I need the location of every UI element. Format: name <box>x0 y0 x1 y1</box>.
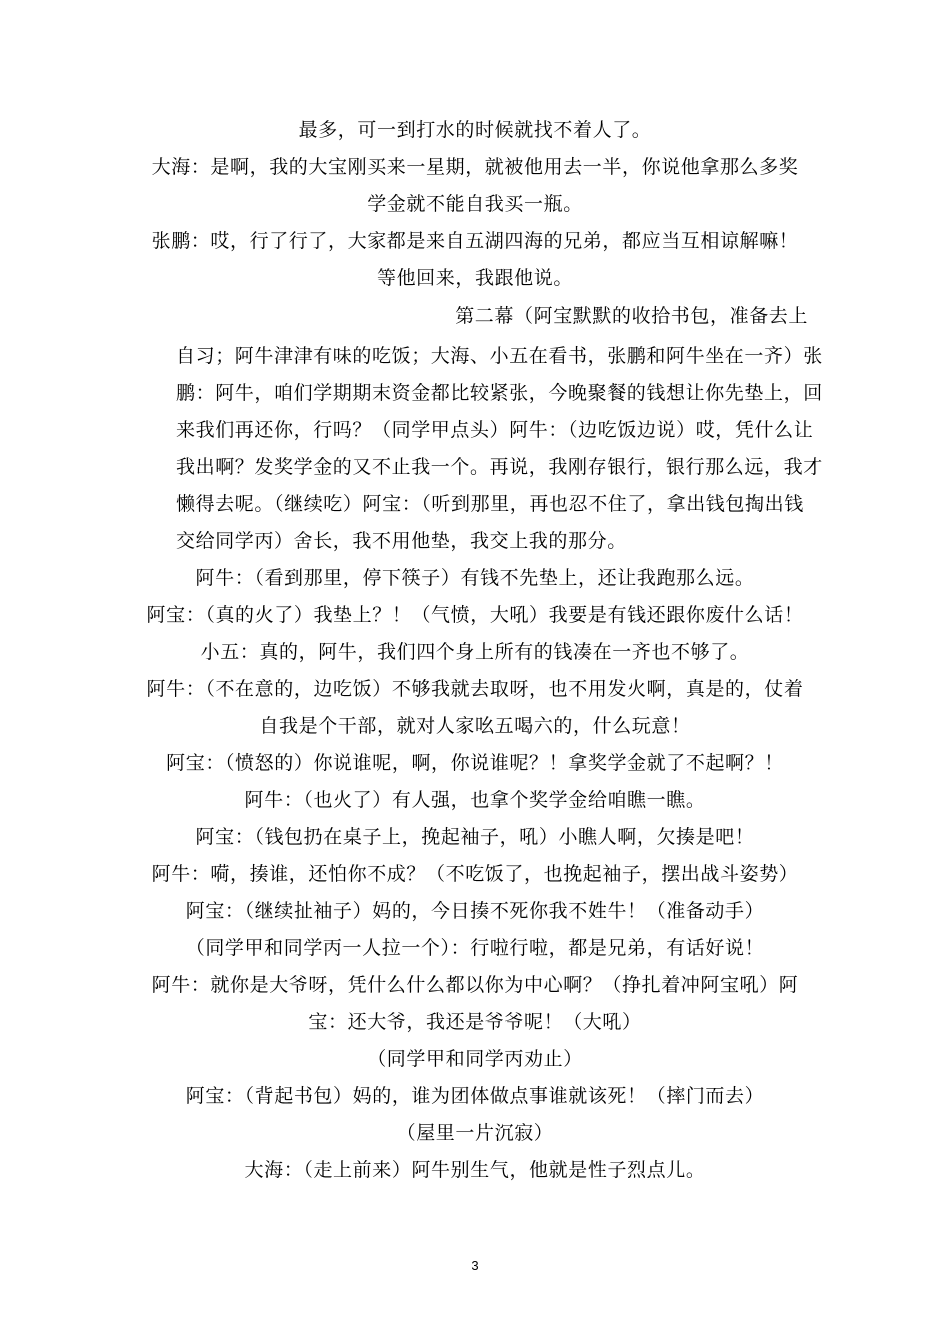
text-line: 鹏：阿牛，咱们学期期末资金都比较紧张，今晚聚餐的钱想让你先垫上，回 <box>176 382 823 404</box>
text-line: 阿宝：（真的火了）我垫上？！（气愤，大吼）我要是有钱还跟你废什么话！ <box>146 604 804 626</box>
text-line: 阿宝：（继续扯袖子）妈的，今日揍不死你我不姓牛！（准备动手） <box>185 900 765 922</box>
page-number: 3 <box>471 1258 479 1273</box>
text-line: 我出啊？发奖学金的又不止我一个。再说，我刚存银行，银行那么远，我才 <box>176 456 823 478</box>
text-line: 阿牛：嗬，揍谁，还怕你不成？（不吃饭了，也挽起袖子，摆出战斗姿势） <box>151 863 799 885</box>
text-line: 懒得去呢。（继续吃）阿宝：（听到那里，再也忍不住了，拿出钱包掏出钱 <box>176 493 804 515</box>
text-line: （屋里一片沉寂） <box>396 1122 554 1144</box>
text-line: 等他回来，我跟他说。 <box>376 267 573 289</box>
text-line: 最多，可一到打水的时候就找不着人了。 <box>298 119 652 141</box>
text-line: 阿宝：（背起书包）妈的，谁为团体做点事谁就该死！（摔门而去） <box>185 1085 765 1107</box>
text-line: 自我是个干部，就对人家吆五喝六的，什么玩意！ <box>259 715 691 737</box>
text-line: 阿宝：（钱包扔在桌子上，挽起袖子，吼）小瞧人啊，欠揍是吧！ <box>195 826 755 848</box>
text-line: 阿宝：（愤怒的）你说谁呢，啊，你说谁呢？！拿奖学金就了不起啊？！ <box>166 752 784 774</box>
text-line: 自习；阿牛津津有味的吃饭；大海、小五在看书，张鹏和阿牛坐在一齐）张 <box>176 345 823 367</box>
text-line: 第二幕（阿宝默默的收拾书包，准备去上 <box>455 305 808 327</box>
text-line: 大海：（走上前来）阿牛别生气，他就是性子烈点儿。 <box>244 1159 706 1181</box>
text-line: （同学甲和同学丙一人拉一个）：行啦行啦，都是兄弟，有话好说！ <box>185 937 765 959</box>
text-line: 大海：是啊，我的大宝刚买来一星期，就被他用去一半，你说他拿那么多奖 <box>151 156 799 178</box>
text-line: 阿牛：（也火了）有人强，也拿个奖学金给咱瞧一瞧。 <box>244 789 706 811</box>
text-line: 张鹏：哎，行了行了，大家都是来自五湖四海的兄弟，都应当互相谅解嘛！ <box>151 230 799 252</box>
text-line: 阿牛：（不在意的，边吃饭）不够我就去取呀，也不用发火啊，真是的，仗着 <box>146 678 804 700</box>
text-line: 小五：真的，阿牛，我们四个身上所有的钱凑在一齐也不够了。 <box>200 641 750 663</box>
text-line: 阿牛：就你是大爷呀，凭什么什么都以你为中心啊？（挣扎着冲阿宝吼）阿 <box>151 974 799 996</box>
text-line: 宝：还大爷，我还是爷爷呢！（大吼） <box>308 1011 642 1033</box>
text-line: 来我们再还你，行吗？（同学甲点头）阿牛：（边吃饭边说）哎，凭什么让 <box>176 419 814 441</box>
text-line: 阿牛：（看到那里，停下筷子）有钱不先垫上，还让我跑那么远。 <box>195 567 755 589</box>
text-line: 学金就不能自我买一瓶。 <box>367 193 583 215</box>
text-line: 交给同学丙）舍长，我不用他垫，我交上我的那分。 <box>176 530 627 552</box>
text-line: （同学甲和同学丙劝止） <box>367 1048 583 1070</box>
